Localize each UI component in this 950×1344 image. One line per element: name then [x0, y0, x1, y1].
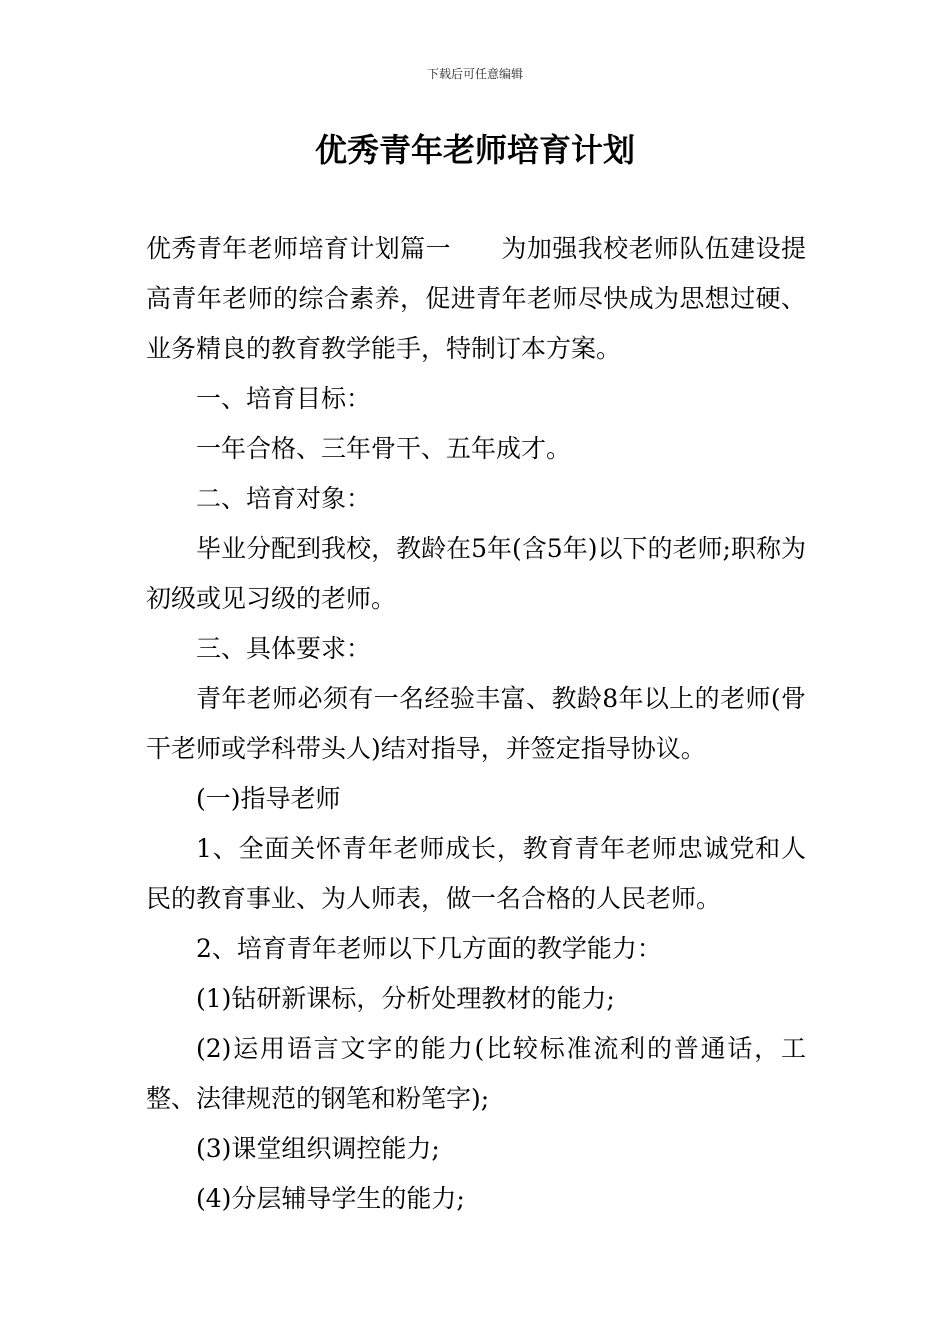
intro-lead: 优秀青年老师培育计划篇一	[146, 234, 451, 263]
sub-item-4: (4)分层辅导学生的能力;	[196, 1184, 465, 1213]
document-body	[146, 224, 806, 1224]
section-heading-goal: 一、培育目标：	[196, 384, 372, 413]
section-heading-target: 二、培育对象：	[196, 484, 372, 513]
intro-paragraph	[146, 224, 806, 374]
intro-text: 为加强我校老师队伍建设提高青年老师的综合素养，促进青年老师尽快成为思想过硬、业务精良的教育教学能手，特制订本方案。	[146, 234, 806, 363]
paragraph-goal: 一年合格、三年骨干、五年成才。	[196, 434, 572, 463]
paragraph-requirements: 青年老师必须有一名经验丰富、教龄8年以上的老师(骨干老师或学科带头人)结对指导，并签定指导协议。	[146, 684, 806, 763]
list-item-1: 1、全面关怀青年老师成长，教育青年老师忠诚党和人民的教育事业、为人师表，做一名合格的人民老师。	[146, 834, 806, 913]
paragraph-target: 毕业分配到我校，教龄在5年(含5年)以下的老师;职称为初级或见习级的老师。	[146, 534, 806, 613]
document-title: 优秀青年老师培育计划	[314, 131, 635, 169]
subsection-heading-mentor: (一)指导老师	[196, 784, 341, 813]
section-heading-requirements: 三、具体要求：	[196, 634, 372, 663]
list-item-2: 2、培育青年老师以下几方面的教学能力：	[196, 934, 662, 963]
page-header-note: 下载后可任意编辑	[426, 67, 523, 81]
sub-item-1: (1)钻研新课标，分析处理教材的能力;	[196, 984, 615, 1013]
sub-item-2: (2)运用语言文字的能力(比较标准流利的普通话，工整、法律规范的钢笔和粉笔字);	[146, 1034, 806, 1113]
sub-item-3: (3)课堂组织调控能力;	[196, 1134, 440, 1163]
